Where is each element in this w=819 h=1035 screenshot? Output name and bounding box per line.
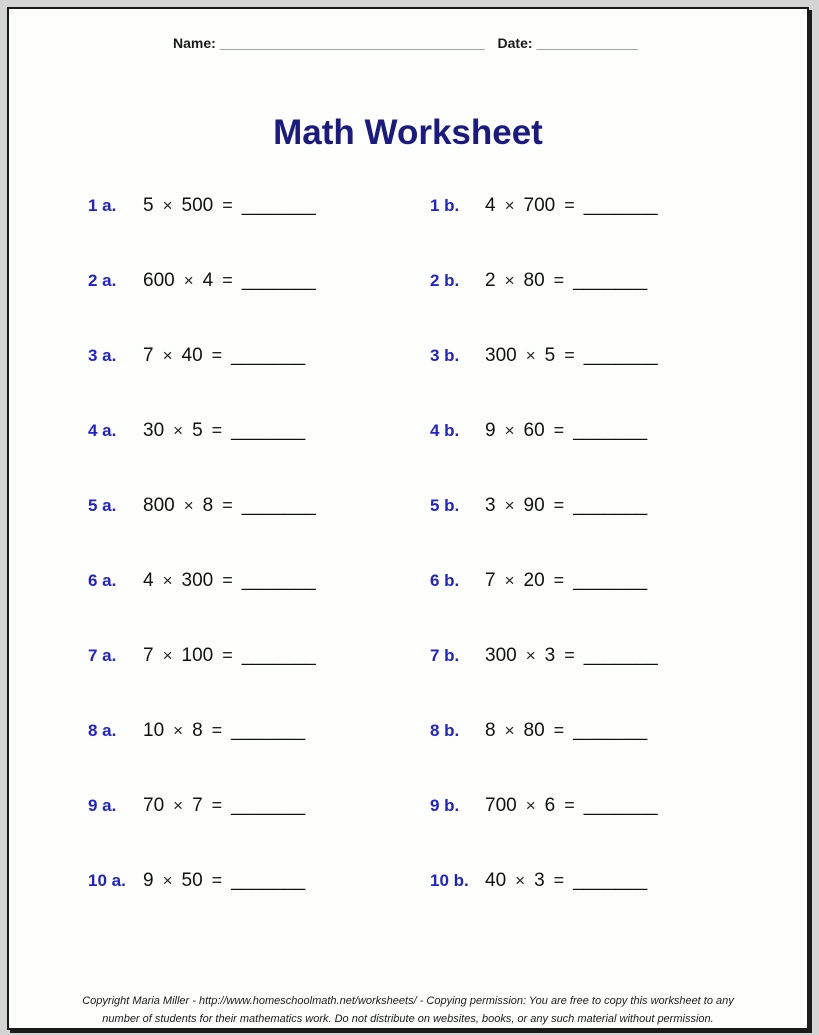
factor-2: 100 [181, 644, 214, 666]
problem-row-5 [9, 468, 807, 543]
factor-2: 6 [544, 794, 556, 816]
copyright-notice [9, 992, 807, 1028]
factor-2: 3 [534, 869, 545, 891]
problem-row-8 [9, 693, 807, 768]
problem-expression [143, 420, 305, 442]
equals-sign: = [553, 869, 565, 890]
answer-blank: _______ [573, 494, 648, 516]
factor-1: 7 [485, 569, 496, 591]
times-sign: × [162, 345, 173, 365]
problem-number-label: 1 a. [88, 195, 117, 215]
times-sign: × [504, 420, 515, 440]
factor-1: 4 [143, 569, 154, 591]
problem-number-label: 7 b. [430, 645, 460, 665]
problem-expression [485, 270, 647, 292]
factor-2: 90 [523, 494, 545, 516]
factor-2: 80 [523, 719, 545, 741]
equals-sign: = [222, 644, 233, 665]
times-sign: × [504, 720, 515, 740]
times-sign: × [173, 420, 184, 440]
factor-1: 9 [143, 869, 154, 891]
equals-sign: = [564, 644, 575, 665]
equals-sign: = [211, 344, 223, 365]
times-sign: × [183, 270, 194, 290]
factor-1: 300 [485, 344, 517, 366]
equals-sign: = [553, 719, 565, 740]
factor-2: 40 [181, 344, 203, 366]
factor-1: 9 [485, 419, 496, 441]
answer-blank: _______ [573, 419, 648, 441]
problem-2a [88, 270, 430, 292]
problem-number-label: 6 a. [88, 570, 117, 590]
equals-sign: = [564, 194, 575, 215]
problem-number-label: 10 a. [88, 870, 126, 890]
problem-expression [485, 795, 658, 817]
factor-1: 700 [485, 794, 517, 816]
problem-number-label: 10 b. [430, 870, 469, 890]
problem-number-label: 5 b. [430, 495, 460, 515]
problem-row-7 [9, 618, 807, 693]
problem-expression [143, 195, 316, 217]
problem-row-3 [9, 318, 807, 393]
factor-1: 5 [143, 194, 154, 216]
problem-expression [485, 345, 658, 367]
copyright-line-2: number of students for their mathematics work. Do not distribute on websites, books, or any such material without permission. [102, 1013, 714, 1025]
problem-list [9, 168, 807, 918]
answer-blank: _______ [231, 794, 306, 816]
times-sign: × [173, 795, 184, 815]
equals-sign: = [553, 419, 565, 440]
times-sign: × [173, 720, 184, 740]
problem-expression [485, 870, 647, 892]
problem-expression [143, 345, 305, 367]
problem-expression [485, 420, 647, 442]
answer-blank: _______ [583, 794, 658, 816]
problem-5b [430, 495, 772, 517]
answer-blank: _______ [241, 494, 316, 516]
equals-sign: = [553, 569, 565, 590]
problem-number-label: 2 b. [430, 270, 460, 290]
factor-1: 40 [485, 869, 507, 891]
problem-row-9 [9, 768, 807, 843]
problem-6b [430, 570, 772, 592]
times-sign: × [525, 345, 536, 365]
factor-2: 300 [181, 569, 214, 591]
problem-expression [143, 795, 305, 817]
factor-1: 8 [485, 719, 496, 741]
factor-1: 10 [143, 719, 165, 741]
worksheet-page [7, 7, 809, 1030]
problem-number-label: 3 b. [430, 345, 460, 365]
answer-blank: _______ [241, 194, 316, 216]
answer-blank: _______ [583, 644, 658, 666]
factor-2: 8 [202, 494, 214, 516]
problem-9a [88, 795, 430, 817]
equals-sign: = [211, 869, 223, 890]
times-sign: × [504, 570, 515, 590]
problem-expression [143, 570, 316, 592]
factor-2: 5 [192, 419, 203, 441]
problem-expression [143, 645, 316, 667]
name-label: Name: [173, 35, 216, 51]
factor-2: 5 [544, 344, 556, 366]
problem-number-label: 5 a. [88, 495, 117, 515]
problem-9b [430, 795, 772, 817]
times-sign: × [504, 495, 515, 515]
factor-1: 2 [485, 269, 496, 291]
factor-1: 3 [485, 494, 496, 516]
problem-expression [143, 270, 316, 292]
equals-sign: = [211, 419, 223, 440]
factor-2: 8 [192, 719, 203, 741]
times-sign: × [525, 795, 536, 815]
equals-sign: = [222, 494, 233, 515]
problem-8b [430, 720, 772, 742]
problem-number-label: 8 b. [430, 720, 460, 740]
problem-row-4 [9, 393, 807, 468]
times-sign: × [162, 570, 173, 590]
equals-sign: = [222, 569, 233, 590]
answer-blank: _______ [241, 644, 316, 666]
problem-number-label: 7 a. [88, 645, 117, 665]
problem-4b [430, 420, 772, 442]
factor-2: 7 [192, 794, 203, 816]
problem-5a [88, 495, 430, 517]
problem-7b [430, 645, 772, 667]
factor-1: 300 [485, 644, 517, 666]
equals-sign: = [211, 719, 223, 740]
problem-number-label: 2 a. [88, 270, 117, 290]
answer-blank: _______ [231, 344, 306, 366]
equals-sign: = [564, 344, 575, 365]
date-label: Date: [497, 35, 533, 51]
factor-2: 20 [523, 569, 545, 591]
times-sign: × [504, 195, 515, 215]
answer-blank: _______ [241, 569, 316, 591]
problem-3b [430, 345, 772, 367]
problem-expression [485, 570, 647, 592]
answer-blank: _______ [241, 269, 316, 291]
equals-sign: = [553, 494, 565, 515]
times-sign: × [525, 645, 536, 665]
problem-3a [88, 345, 430, 367]
factor-2: 3 [544, 644, 556, 666]
answer-blank: _______ [231, 869, 306, 891]
problem-expression [485, 195, 658, 217]
answer-blank: _______ [573, 869, 648, 891]
answer-blank: _______ [583, 344, 658, 366]
times-sign: × [515, 870, 526, 890]
problem-expression [485, 645, 658, 667]
factor-1: 7 [143, 644, 154, 666]
problem-row-2 [9, 243, 807, 318]
factor-1: 30 [143, 419, 165, 441]
answer-blank: _______ [573, 569, 648, 591]
problem-number-label: 8 a. [88, 720, 117, 740]
factor-2: 500 [181, 194, 214, 216]
equals-sign: = [211, 794, 223, 815]
problem-expression [485, 495, 647, 517]
problem-row-6 [9, 543, 807, 618]
factor-2: 50 [181, 869, 203, 891]
problem-6a [88, 570, 430, 592]
factor-1: 600 [143, 269, 175, 291]
date-blank-line: _____________ [536, 35, 638, 51]
problem-4a [88, 420, 430, 442]
problem-number-label: 1 b. [430, 195, 460, 215]
problem-number-label: 6 b. [430, 570, 460, 590]
factor-1: 4 [485, 194, 496, 216]
problem-10b [430, 870, 772, 892]
copyright-line-1: Copyright Maria Miller - http://www.homeschoolmath.net/worksheets/ - Copying permission: You are free to copy this worksheet to any [82, 995, 734, 1007]
times-sign: × [162, 645, 173, 665]
factor-2: 700 [523, 194, 556, 216]
name-blank-line: __________________________________ [219, 35, 485, 51]
problem-expression [143, 495, 316, 517]
answer-blank: _______ [573, 719, 648, 741]
problem-number-label: 4 b. [430, 420, 460, 440]
times-sign: × [504, 270, 515, 290]
answer-blank: _______ [583, 194, 658, 216]
problem-1a [88, 195, 430, 217]
factor-1: 7 [143, 344, 154, 366]
problem-number-label: 3 a. [88, 345, 117, 365]
factor-2: 80 [523, 269, 545, 291]
factor-2: 60 [523, 419, 545, 441]
problem-number-label: 9 a. [88, 795, 117, 815]
answer-blank: _______ [231, 719, 306, 741]
problem-expression [143, 720, 305, 742]
factor-2: 4 [202, 269, 214, 291]
equals-sign: = [222, 194, 233, 215]
problem-1b [430, 195, 772, 217]
equals-sign: = [553, 269, 565, 290]
problem-7a [88, 645, 430, 667]
answer-blank: _______ [231, 419, 306, 441]
equals-sign: = [564, 794, 575, 815]
page-title: Math Worksheet [273, 113, 543, 152]
problem-number-label: 9 b. [430, 795, 460, 815]
problem-2b [430, 270, 772, 292]
times-sign: × [183, 495, 194, 515]
problem-expression [143, 870, 305, 892]
times-sign: × [162, 195, 173, 215]
header-row [9, 35, 807, 51]
problem-10a [88, 870, 430, 892]
problem-number-label: 4 a. [88, 420, 117, 440]
factor-1: 70 [143, 794, 165, 816]
problem-expression [485, 720, 647, 742]
times-sign: × [162, 870, 173, 890]
factor-1: 800 [143, 494, 175, 516]
problem-row-10 [9, 843, 807, 918]
answer-blank: _______ [573, 269, 648, 291]
problem-row-1 [9, 168, 807, 243]
equals-sign: = [222, 269, 233, 290]
problem-8a [88, 720, 430, 742]
